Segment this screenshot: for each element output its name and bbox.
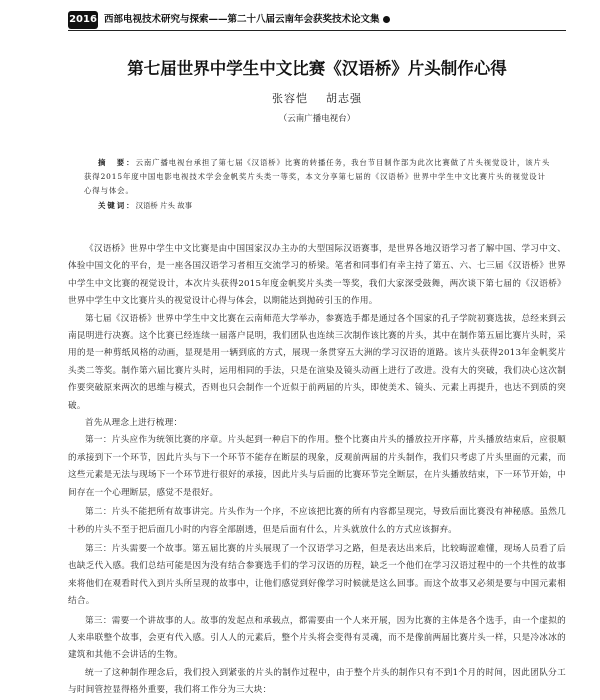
running-header xyxy=(68,11,566,29)
author-list xyxy=(68,91,566,107)
body-paragraph: 第一：片头应作为统领比赛的序章。片头起到一种启下的作用。整个比赛由片头的播放拉开序幕，片头播放结束后，应很顺的承接到下一个环节，因此片头与下一个环节不能存在断层的现象，反观前两届的片头制作，我们只考虑了片头里面的元素，而这些元素是无法与现场下一个环节进行很好的承接，因此片头与后面的比赛环节完全断层，在片头播放结束，下一环节开始，中间存在一个心理断层，感觉不是很好。 xyxy=(68,435,566,498)
keywords xyxy=(84,199,554,213)
body-paragraph: 首先从理念上进行梳理： xyxy=(85,418,183,429)
author-name: 张容恺 xyxy=(272,92,308,105)
header-rule xyxy=(68,30,566,31)
page-number-badge: 2016 xyxy=(68,11,98,29)
body-paragraph: 第七届《汉语桥》世界中学生中文比赛在云南师范大学举办，参赛选手都是通过各个国家的孔子学院初赛选拔，总经来到云南昆明进行决赛。这个比赛已经连续一届落户昆明，我们团队也连续三次制作该比赛的片头，其中在制作第五届比赛片头时，采用的是一种剪纸风格的动画，显现是用一辆到底的方式，展现一条贯穿五大洲的学习汉语的道路。该片头获得2013年金帆奖片头类二等奖。制作第六届比赛片头时，运用相同的手法，只是在渲染及镜头动画上进行了改进。没有大的突破，我们决心这次制作要突破原来两次的思维与模式，否则也只会制作一个近似于前两届的片头，即使美术、镜头、元素上再提升，也达不到质的突破。 xyxy=(68,313,566,411)
bullet-dot-icon xyxy=(383,16,390,23)
abstract-label: 摘 要： xyxy=(98,158,136,167)
author-affiliation: （云南广播电视台） xyxy=(278,114,356,124)
abstract-text: 云南广播电视台承担了第七届《汉语桥》比赛的转播任务，我台节目制作部为此次比赛做了片头视觉设计，该片头获得2015年度中国电影电视技术学会金帆奖片头类一等奖，本文分享第七届的《汉语桥》世界中学生中文比赛片头的视觉设计心得与体会。 xyxy=(84,158,551,195)
keywords-label: 关键词： xyxy=(98,201,136,210)
paper-title: 第七届世界中学生中文比赛《汉语桥》片头制作心得 xyxy=(127,59,507,78)
body-paragraph: 《汉语桥》世界中学生中文比赛是由中国国家汉办主办的大型国际汉语赛事，是世界各地汉语学习者了解中国、学习中文、体验中国文化的平台，是一座各国汉语学习者相互交流学习的桥梁。笔者和同事们有幸主持了第五、六、七三届《汉语桥》世界中学生中文比赛的视觉设计，本次片头获得2015年度金帆奖片头类一等奖，我们大家深受鼓舞，两次谈下第七届的《汉语桥》世界中学生中文比赛片头的视觉设计心得与体会，以期能达到抛砖引玉的作用。 xyxy=(68,244,566,307)
body-paragraph: 第三：片头需要一个故事。第五届比赛的片头展现了一个汉语学习之路，但是表达出来后，比较晦涩难懂，现场人员看了后也缺乏代入感。我们总结可能是因为没有结合参赛选手们的学习汉语的历程，缺乏一个他们在学习汉语过程中的一个共性的故事来将他们在观看时代入到片头所呈现的故事中，让他们感觉到好像学习时候就是这么回事。而这个故事又必须是要与中国元素相结合。 xyxy=(68,543,566,607)
author-name: 胡志强 xyxy=(326,92,362,105)
body-paragraph: 统一了这种制作理念后，我们投入到紧张的片头的制作过程中，由于整个片头的制作只有不到1个月的时间，因此团队分工与时间管控显得格外重要，我们将工作分为三大块： xyxy=(68,667,566,696)
running-title-text: 西部电视技术研究与探索——第二十八届云南年会获奖技术论文集 xyxy=(104,14,380,25)
running-title xyxy=(104,12,390,28)
abstract xyxy=(84,156,554,198)
body-text xyxy=(68,241,566,700)
keywords-text: 汉语桥 片头 故事 xyxy=(135,201,193,210)
body-paragraph: 第二：片头不能把所有故事讲完。片头作为一个序，不应该把比赛的所有内容都呈现完，导致后面比赛没有神秘感。虽然几十秒的片头不至于把后面几小时的内容全部剧透，但是后面有什么，片头就放什么的方式应该摒弃。 xyxy=(68,507,566,535)
body-paragraph: 第三：需要一个讲故事的人。故事的发起点和承载点，都需要由一个人来开展，因为比赛的主体是各个选手，由一个虚拟的人来串联整个故事，会更有代入感。引人人的元素后，整个片头将会变得有灵魂，而不是像前两届比赛片头一样，只是冷冰冰的建筑和其他不会讲话的生物。 xyxy=(68,615,566,661)
